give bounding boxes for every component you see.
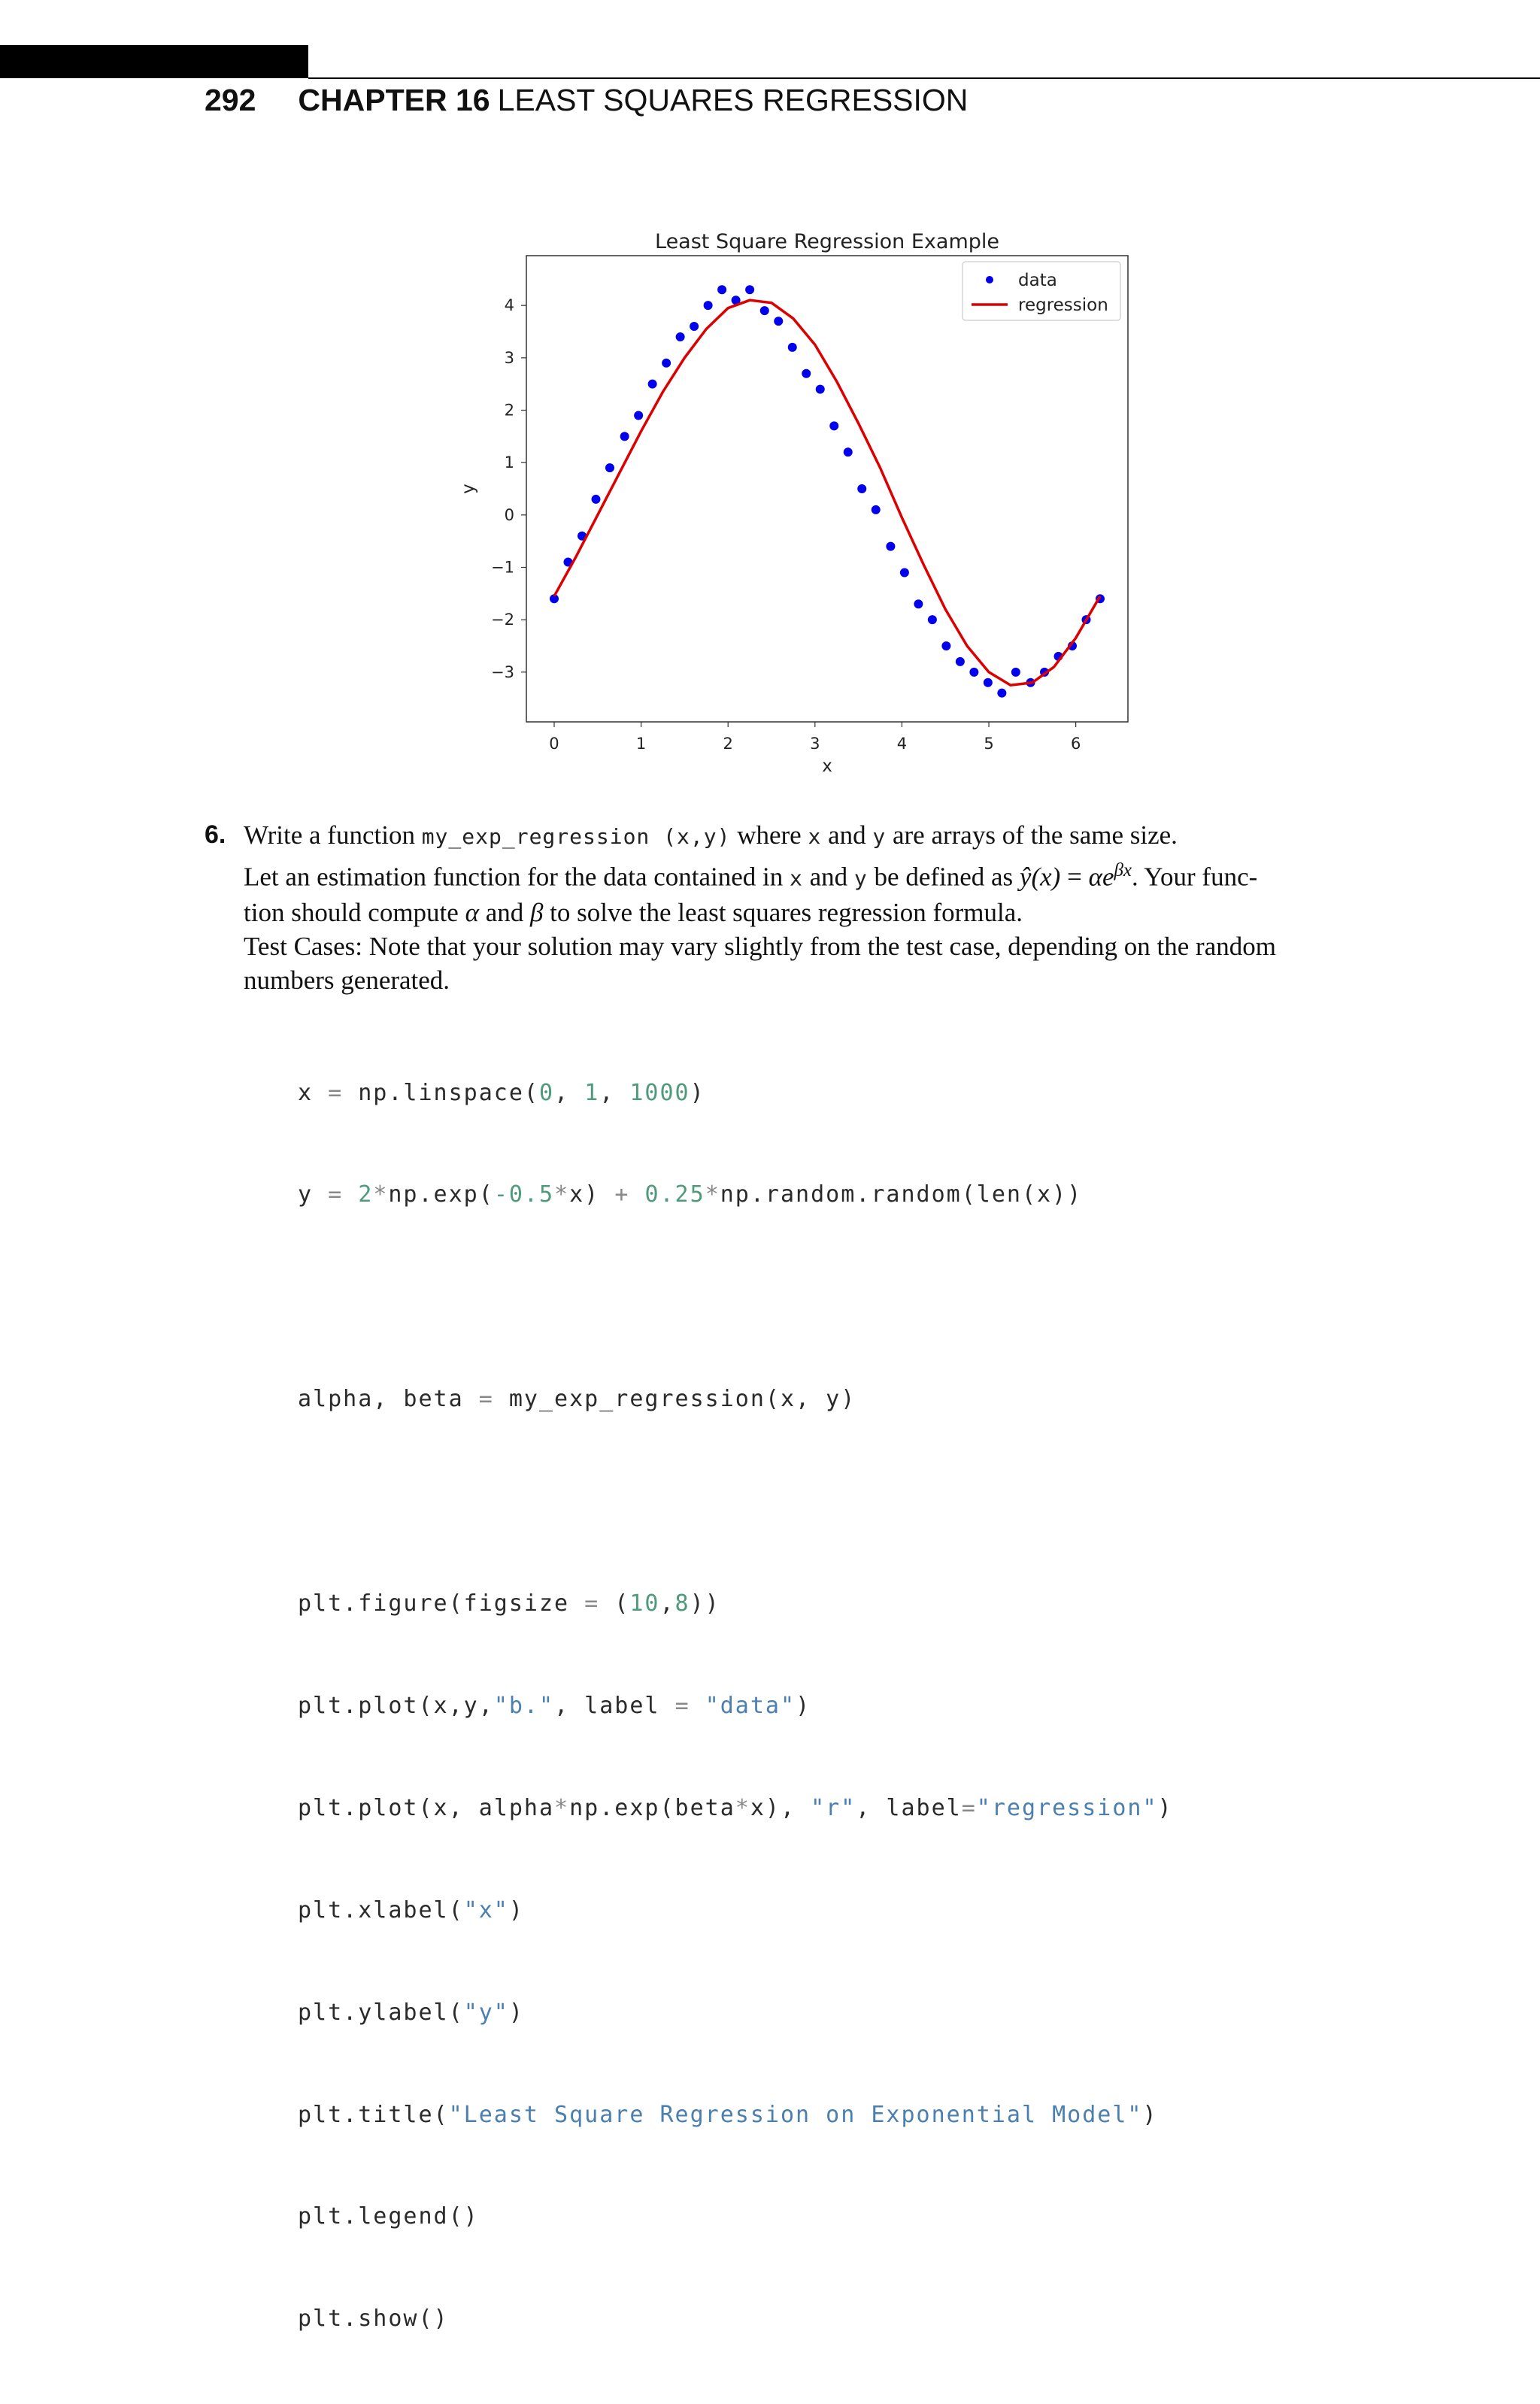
legend-data-label: data <box>1018 271 1057 290</box>
data-point <box>956 657 965 666</box>
data-point <box>872 505 881 514</box>
code-line-6: plt.plot(x, alpha*np.exp(beta*x), "r", label="regression") <box>298 1794 1173 1821</box>
y-tick-label: −1 <box>491 558 514 577</box>
plot-frame <box>526 256 1128 722</box>
code-line-3: alpha, beta = my_exp_regression(x, y) <box>298 1386 856 1413</box>
code-line-2: y = 2*np.exp(-0.5*x) + 0.25*np.random.random(len(x)) <box>298 1181 1083 1208</box>
data-point <box>829 421 838 430</box>
x-tick-label: 4 <box>896 735 908 753</box>
y-tick-label: −3 <box>491 662 514 681</box>
legend-data-marker <box>986 276 993 283</box>
x-tick-label: 3 <box>810 735 820 753</box>
x-tick-label: 0 <box>549 735 559 753</box>
chapter-title: LEAST SQUARES REGRESSION <box>497 83 969 117</box>
data-point <box>844 447 853 456</box>
exercise-body <box>244 818 1378 997</box>
page-number: 292 <box>205 83 256 117</box>
code-line-9: plt.title("Least Square Regression on Exponential Model") <box>298 2101 1158 2128</box>
data-point <box>591 495 600 504</box>
figure <box>451 218 1150 797</box>
data-point <box>662 359 671 368</box>
data-point <box>900 568 909 577</box>
exercise-line-1: Write a function my_exp_regression (x,y) where x and y are arrays of the same size. <box>244 820 1178 850</box>
y-tick-label: 3 <box>504 348 514 367</box>
data-point <box>914 599 923 608</box>
code-line-4: plt.figure(figsize = (10,8)) <box>298 1590 720 1617</box>
x-tick-label: 5 <box>984 735 994 753</box>
data-point <box>997 689 1006 698</box>
legend-regression-label: regression <box>1018 296 1108 315</box>
code-line-7: plt.xlabel("x") <box>298 1896 524 1924</box>
data-point <box>802 369 811 378</box>
data-point <box>745 285 754 294</box>
data-point <box>1011 668 1020 677</box>
function-signature: my_exp_regression (x,y) <box>421 824 731 849</box>
running-header <box>205 83 968 118</box>
chart-title: Least Square Regression Example <box>655 230 999 253</box>
data-point <box>816 385 825 394</box>
code-line-8: plt.ylabel("y") <box>298 1999 524 2026</box>
code-block <box>298 1008 1173 2404</box>
data-point <box>605 463 614 472</box>
data-point <box>676 332 685 341</box>
chapter-label: CHAPTER 16 <box>298 83 490 117</box>
exercise-line-2: Let an estimation function for the data contained in x and y be defined as ŷ(x) = $\alpha e^{\beta x}$. Your func- <box>244 860 1258 892</box>
code-line-10: plt.legend() <box>298 2203 479 2230</box>
data-point <box>634 411 643 420</box>
data-point <box>620 432 629 441</box>
data-point <box>969 668 978 677</box>
exercise-line-5: numbers generated. <box>244 965 450 995</box>
data-point <box>717 285 726 294</box>
equation-yhat: ŷ(x) <box>1019 862 1061 892</box>
exercise-number: 6. <box>205 820 226 849</box>
x-tick-label: 6 <box>1070 735 1081 753</box>
y-tick-label: 0 <box>504 505 514 524</box>
exercise-6 <box>205 818 1378 997</box>
data-point <box>941 641 950 650</box>
y-tick-label: −2 <box>491 611 514 629</box>
x-tick-label: 2 <box>723 735 733 753</box>
data-point <box>928 615 937 624</box>
header-rule <box>308 77 1540 79</box>
y-tick-label: 2 <box>504 401 514 420</box>
data-point <box>886 542 895 551</box>
x-axis-label: x <box>822 756 832 776</box>
data-point <box>857 484 866 493</box>
exercise-line-3: tion should compute α and β to solve the least squares regression formula. <box>244 897 1023 927</box>
data-point <box>774 317 783 326</box>
data-point <box>788 343 797 352</box>
data-point <box>760 306 769 315</box>
code-line-blank <box>298 1280 1173 1314</box>
y-axis-label: y <box>459 484 478 494</box>
equation-exponent: βx <box>1114 860 1132 881</box>
code-line-blank <box>298 1484 1173 1518</box>
data-point <box>704 301 713 310</box>
header-black-bar <box>0 45 308 78</box>
data-point <box>690 322 699 331</box>
code-line-11: plt.show() <box>298 2305 449 2333</box>
data-point <box>984 678 993 687</box>
exercise-line-4: Test Cases: Note that your solution may vary slightly from the test case, depending on the random <box>244 931 1276 961</box>
scatter-chart <box>451 218 1150 797</box>
x-tick-label: 1 <box>635 735 647 753</box>
y-tick-label: 4 <box>504 296 514 315</box>
code-line-5: plt.plot(x,y,"b.", label = "data") <box>298 1692 811 1719</box>
code-line-1: x = np.linspace(0, 1, 1000) <box>298 1079 705 1106</box>
data-point <box>648 380 657 389</box>
y-tick-label: 1 <box>504 453 514 472</box>
